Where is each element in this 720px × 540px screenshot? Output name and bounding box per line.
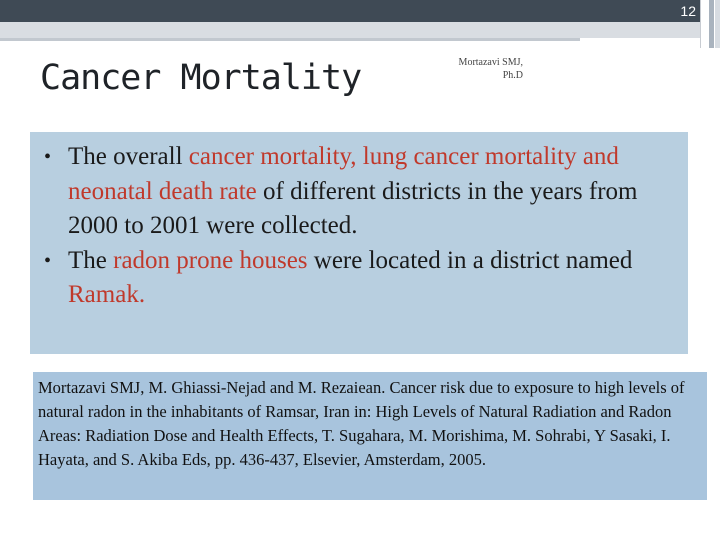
header-subbar xyxy=(0,22,700,38)
slide-title: Cancer Mortality xyxy=(40,58,362,98)
bullet-dot-icon: • xyxy=(44,146,52,168)
bullet-list xyxy=(44,140,684,313)
author-note xyxy=(433,56,523,82)
bullet-text-2a: The xyxy=(68,246,114,274)
header-rule xyxy=(0,38,700,42)
header-bar xyxy=(0,0,700,22)
page-number: 12 xyxy=(680,3,696,19)
right-decoration xyxy=(700,0,720,48)
author-note-line1: Mortazavi SMJ, xyxy=(458,57,523,68)
bullet-item xyxy=(44,244,684,313)
bullet-text-2d: Ramak. xyxy=(68,281,146,308)
bullet-dot-icon: • xyxy=(44,249,52,272)
bullet-text-1c: of different districts in the years from 2000 to 2001 were collected. xyxy=(68,177,638,239)
bullet-text-2c: were located in a district named xyxy=(307,246,633,274)
bullet-text-2b: radon prone houses xyxy=(113,246,308,274)
reference-text: Mortazavi SMJ, M. Ghiassi-Nejad and M. Rezaiean. Cancer risk due to exposure to high levels of natural radon in the inhabitants of Ramsar, Iran in: High Levels of Natural Radiation and Radon Areas: Radiation Dose and Health Effects, T. Sugahara, M. Morishima, M. Sohrabi, Y Sasaki, I. Hayata, and S. Akiba Eds, pp. 436-437, Elsevier, Amsterdam, 2005. xyxy=(38,378,685,469)
bullet-text-1a: The overall xyxy=(68,143,189,170)
bullet-text-1b: cancer mortality, lung cancer mortality and neonatal death rate xyxy=(68,143,619,205)
author-note-line2: Ph.D xyxy=(502,70,523,81)
bullet-item xyxy=(44,140,684,244)
